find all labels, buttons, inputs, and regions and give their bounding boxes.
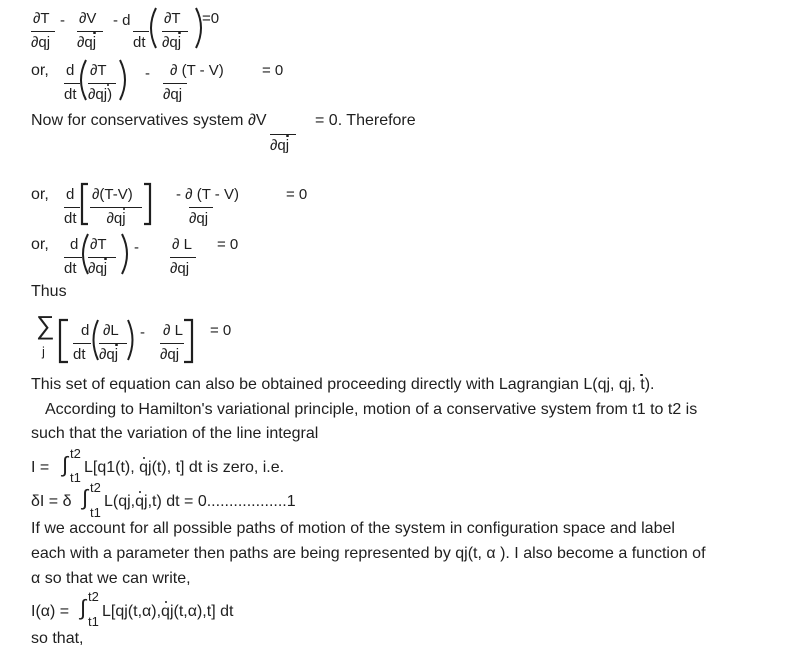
eq4-dq: ∂q (88, 260, 104, 277)
eq1-minus-d: - d (113, 12, 131, 29)
eq1-dq-b: ∂q (162, 34, 178, 51)
eq2-equals: = 0 (262, 62, 284, 79)
eq1-numerator-dT2: ∂T (164, 10, 181, 27)
eq5-sigma: ∑ (36, 310, 55, 340)
eq5-dq: ∂q (99, 346, 115, 363)
eq1-numerator-dT: ∂T (33, 10, 50, 27)
eq4-denominator2: ∂qj (170, 257, 196, 276)
so-that-label: so that, (31, 630, 84, 647)
cons-j: j (285, 137, 290, 154)
eq1-numerator-dV: ∂V (79, 10, 97, 27)
eqI-qdot: q (139, 459, 149, 476)
eq4-dt: dt (64, 257, 82, 276)
para1-tail: j, t). (627, 376, 655, 393)
thus-label: Thus (31, 283, 67, 300)
eq3-denominator2: ∂qj (189, 207, 213, 226)
eq3-numerator: ∂(T-V) (92, 186, 133, 203)
paragraph-lagrangian (31, 377, 655, 393)
paragraph-hamilton-line2: such that the variation of the line integral (31, 425, 319, 442)
eqI-body (84, 460, 284, 476)
eq3-equals: = 0 (286, 186, 308, 203)
eq4-minus: - (134, 239, 139, 256)
eq2-d: d (66, 62, 75, 79)
eqdI-body-a: L(qj, (104, 493, 136, 510)
eq4-or: or, (31, 236, 49, 253)
eqIa-qdot: q (161, 603, 170, 620)
eq2-j: j) (103, 86, 113, 103)
eqI-body-a: L[q1(t), (84, 459, 140, 476)
eq2-dt: dt (64, 83, 80, 102)
eqdI-qdot: q (135, 493, 145, 510)
eqI-lhs: I = (31, 459, 50, 476)
eqI-upper-limit: t2 (70, 446, 81, 461)
conservative-statement: Now for conservatives system ∂V (31, 112, 267, 129)
eq1-minus: - (60, 12, 65, 29)
eqI-body-b: j(t), t] dt is zero, i.e. (148, 459, 285, 476)
eqI-lower-limit: t1 (70, 470, 81, 485)
eqIa-body-b: j(t,α),t] dt (169, 603, 234, 620)
eqIa-integral-sign: ∫ (80, 595, 87, 620)
eqdI-lower-limit: t1 (90, 505, 101, 520)
eq5-equals: = 0 (210, 322, 232, 339)
eqdI-lhs: δI = δ (31, 493, 72, 510)
eq1-dq-a: ∂q (77, 34, 93, 51)
eq2-denominator-dqj: ∂qj (163, 83, 187, 102)
eq5-minus: - (140, 324, 145, 341)
eqIa-lhs: I(α) = (31, 603, 70, 620)
eq1-denominator-dqj: ∂qj (31, 31, 55, 50)
eq2-minus: - (145, 65, 150, 82)
eq1-j-b: j (177, 34, 182, 51)
eq1-denominator-dqjdot (77, 31, 103, 50)
eqdI-integral-sign: ∫ (82, 485, 89, 510)
eq3-d: d (66, 186, 75, 203)
eqIa-upper-limit: t2 (88, 589, 99, 604)
eq3-or: or, (31, 186, 49, 203)
eqIa-body-a: L[qj(t,α), (102, 603, 162, 620)
eq1-j-a: j (92, 34, 97, 51)
eq1-equals: =0 (202, 10, 220, 27)
eq5-j: j (114, 346, 119, 363)
eqIa-body (102, 604, 233, 620)
eq5-index-j: j (42, 344, 45, 359)
para1-text: This set of equation can also be obtained proceeding directly with Lagrangian L(qj, q (31, 376, 628, 393)
eq4-equals: = 0 (217, 236, 239, 253)
paragraph-paths-line1: If we account for all possible paths of motion of the system in configuration space and label (31, 520, 675, 537)
eq2-or: or, (31, 62, 49, 79)
eqIa-lower-limit: t1 (88, 614, 99, 629)
eq4-numerator-dL: ∂ L (172, 236, 192, 253)
paragraph-hamilton-line1: According to Hamilton's variational principle, motion of a conservative system from t1 to t2 is (45, 401, 698, 418)
eq1-dt: dt (133, 31, 149, 50)
eq4-d: d (70, 236, 79, 253)
eq4-numerator-dT: ∂T (90, 236, 107, 253)
paragraph-paths-line2: each with a parameter then paths are being represented by qj(t, α ). I also become a function of (31, 545, 706, 562)
eq3-j: j (122, 210, 126, 227)
eq3-minus-TV: - ∂ (T - V) (176, 186, 239, 203)
eq2-numerator-TV: ∂ (T - V) (170, 62, 224, 79)
eq4-denominator (88, 257, 116, 276)
eq2-denominator (88, 83, 116, 102)
eqdI-upper-limit: t2 (90, 480, 101, 495)
eq2-dq: ∂q (88, 86, 104, 103)
eq5-numerator2: ∂ L (163, 322, 183, 339)
eq3-dt: dt (64, 207, 80, 226)
eq4-j: j (103, 260, 108, 277)
eq5-denominator2: ∂qj (160, 343, 184, 362)
conservative-denominator (270, 134, 296, 153)
eq5-numerator-dL: ∂L (103, 322, 119, 339)
eq5-denominator (99, 343, 127, 362)
eq3-dq: ∂q (106, 210, 123, 227)
eqdI-body (104, 494, 296, 510)
eq5-dt: dt (73, 343, 91, 362)
eq2-numerator-dT: ∂T (90, 62, 107, 79)
cons-dq: ∂q (270, 137, 286, 154)
paragraph-paths-line3: α so that we can write, (31, 570, 191, 587)
eq5-d: d (81, 322, 90, 339)
eq1-denominator-dqjdot2 (162, 31, 188, 50)
conservative-statement-rest: = 0. Therefore (315, 112, 416, 129)
eqdI-body-b: j,t) dt = 0..................1 (144, 493, 296, 510)
eqI-integral-sign: ∫ (62, 452, 69, 477)
eq3-denominator (90, 207, 142, 226)
